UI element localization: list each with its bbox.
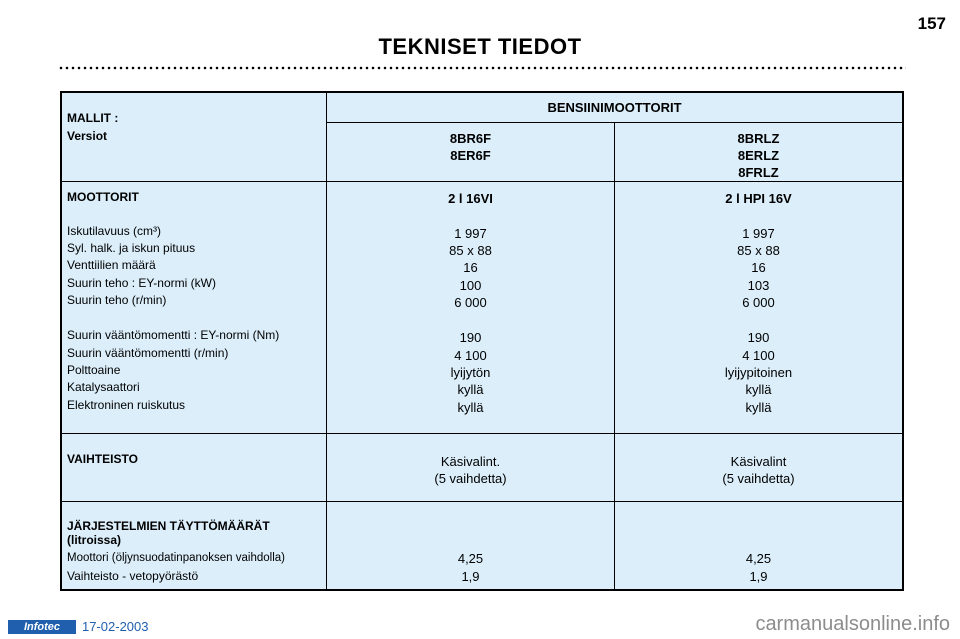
row-divider bbox=[326, 122, 902, 123]
gearbox-value: (5 vaihdetta) bbox=[722, 471, 795, 486]
gearbox-section-label: VAIHTEISTO bbox=[67, 452, 138, 466]
spec-value: kyllä bbox=[457, 382, 484, 397]
version-code: 8BRLZ bbox=[737, 131, 780, 146]
spec-value: 100 bbox=[459, 278, 482, 293]
capacity-value: 1,9 bbox=[461, 569, 480, 584]
page-title: TEKNISET TIEDOT bbox=[378, 34, 582, 59]
spec-label: Suurin teho : EY-normi (kW) bbox=[67, 276, 216, 290]
spec-label: Suurin teho (r/min) bbox=[67, 293, 167, 307]
spec-value: 190 bbox=[747, 330, 770, 345]
spec-value: 103 bbox=[747, 278, 770, 293]
gearbox-value: Käsivalint bbox=[730, 454, 787, 469]
watermark: carmanualsonline.info bbox=[755, 613, 950, 635]
spec-value: 85 x 88 bbox=[737, 243, 780, 258]
version-code: 8BR6F bbox=[449, 131, 492, 146]
spec-label: Polttoaine bbox=[67, 363, 121, 377]
spec-value: lyijytön bbox=[450, 365, 491, 380]
spec-table bbox=[60, 91, 904, 591]
models-label: MALLIT : bbox=[67, 111, 119, 125]
version-code: 8FRLZ bbox=[738, 165, 779, 180]
spec-label: Syl. halk. ja iskun pituus bbox=[67, 241, 196, 255]
row-divider bbox=[62, 501, 902, 502]
spec-value: kyllä bbox=[745, 400, 772, 415]
capacity-label: Vaihteisto - vetopyörästö bbox=[67, 569, 199, 583]
spec-value: 190 bbox=[459, 330, 482, 345]
dotted-separator bbox=[58, 66, 906, 70]
spec-value: 6 000 bbox=[454, 295, 487, 310]
capacity-value: 4,25 bbox=[457, 551, 484, 566]
spec-label: Suurin vääntömomentti (r/min) bbox=[67, 346, 229, 360]
spec-label: Katalysaattori bbox=[67, 380, 140, 394]
capacity-value: 4,25 bbox=[745, 551, 772, 566]
spec-value: 16 bbox=[751, 260, 766, 275]
capacities-unit-label: (litroissa) bbox=[67, 533, 122, 547]
spec-value: 6 000 bbox=[742, 295, 775, 310]
capacities-section-label: JÄRJESTELMIEN TÄYTTÖMÄÄRÄT bbox=[67, 519, 270, 533]
footer-date: 17-02-2003 bbox=[82, 619, 149, 634]
engine-group-header: BENSIINIMOOTTORIT bbox=[547, 100, 682, 115]
row-divider bbox=[62, 433, 902, 434]
capacity-value: 1,9 bbox=[749, 569, 768, 584]
version-code: 8ERLZ bbox=[737, 148, 780, 163]
spec-value: 85 x 88 bbox=[449, 243, 492, 258]
engine-name: 2 l 16VI bbox=[448, 191, 493, 206]
spec-label: Iskutilavuus (cm³) bbox=[67, 224, 162, 238]
spec-label: Elektroninen ruiskutus bbox=[67, 398, 186, 412]
spec-label: Suurin vääntömomentti : EY-normi (Nm) bbox=[67, 328, 280, 342]
capacity-label: Moottori (öljynsuodatinpanoksen vaihdolla) bbox=[67, 552, 285, 564]
gearbox-value: (5 vaihdetta) bbox=[434, 471, 507, 486]
spec-value: 4 100 bbox=[454, 348, 487, 363]
spec-value: kyllä bbox=[457, 400, 484, 415]
spec-value: 16 bbox=[463, 260, 478, 275]
spec-value: 4 100 bbox=[742, 348, 775, 363]
spec-value: kyllä bbox=[745, 382, 772, 397]
engine-name: 2 l HPI 16V bbox=[725, 191, 792, 206]
spec-value: 1 997 bbox=[742, 226, 775, 241]
spec-label: Venttiilien määrä bbox=[67, 258, 156, 272]
spec-value: lyijypitoinen bbox=[724, 365, 793, 380]
page-number: 157 bbox=[917, 14, 946, 33]
gearbox-value: Käsivalint. bbox=[440, 454, 501, 469]
infotec-logo: Infotec bbox=[8, 620, 76, 634]
version-code: 8ER6F bbox=[450, 148, 491, 163]
engines-section-label: MOOTTORIT bbox=[67, 190, 139, 204]
spec-value: 1 997 bbox=[454, 226, 487, 241]
versions-label: Versiot bbox=[67, 129, 108, 143]
